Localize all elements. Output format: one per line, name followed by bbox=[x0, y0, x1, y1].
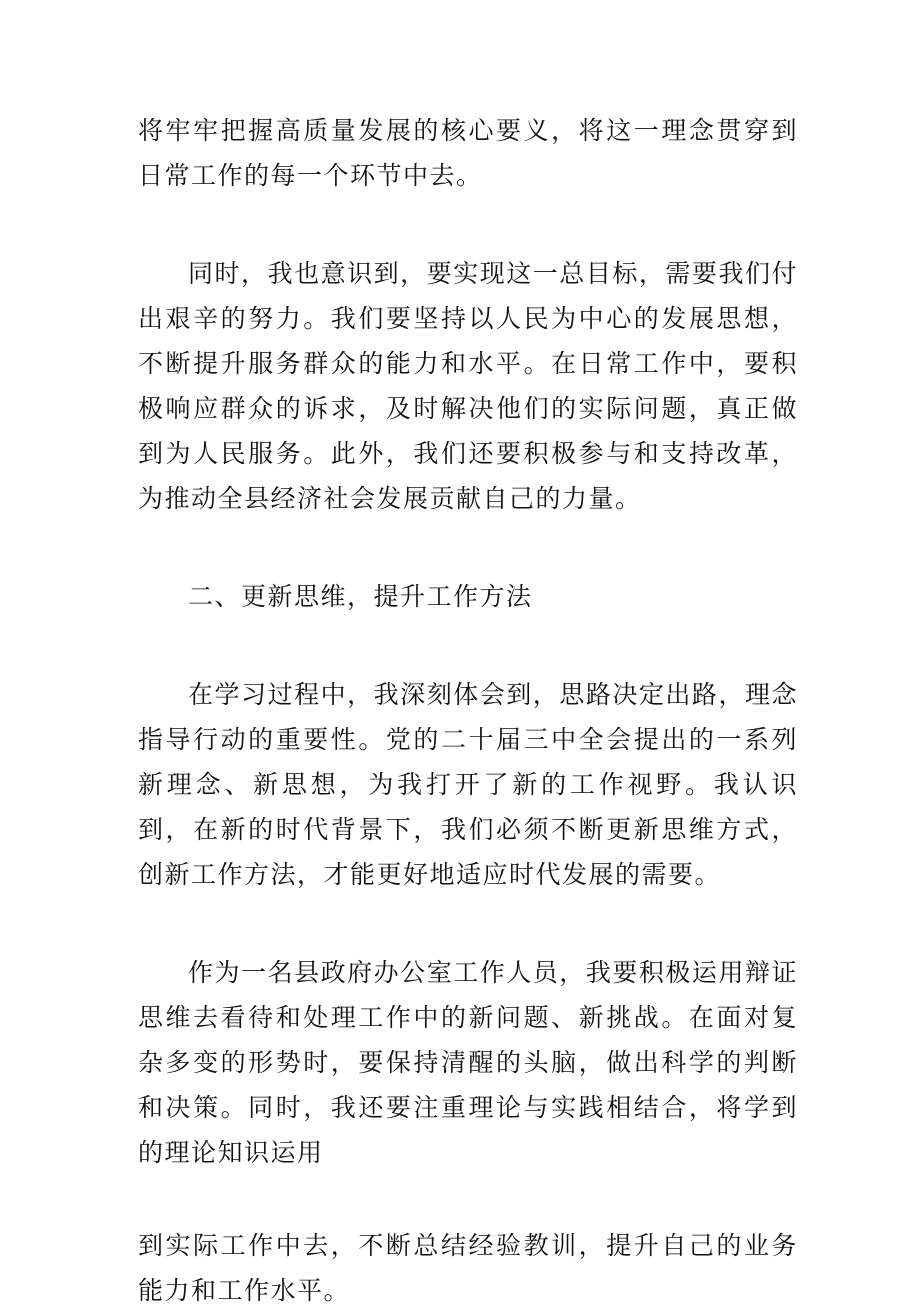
paragraph-role: 作为一名县政府办公室工作人员，我要积极运用辩证思维去看待和处理工作中的新问题、新挑战。在面对复杂多变的形势时，要保持清醒的头脑，做出科学的判断和决策。同时，我还要注重理论与实践相结合，将学到的理论知识运用 bbox=[138, 958, 798, 1167]
paragraph-closing: 到实际工作中去，不断总结经验教训，提升自己的业务能力和工作水平。 bbox=[138, 1231, 798, 1305]
paragraph-service: 同时，我也意识到，要实现这一总目标，需要我们付出艰辛的努力。我们要坚持以人民为中心的发展思想，不断提升服务群众的能力和水平。在日常工作中，要积极响应群众的诉求，及时解决他们的实际问题，真正做到为人民服务。此外，我们还要积极参与和支持改革，为推动全县经济社会发展贡献自己的力量。 bbox=[138, 259, 798, 513]
section-heading: 二、更新思维，提升工作方法 bbox=[188, 582, 533, 611]
document-body bbox=[138, 108, 798, 1313]
paragraph-thinking: 在学习过程中，我深刻体会到，思路决定出路，理念指导行动的重要性。党的二十届三中全会提出的一系列新理念、新思想，为我打开了新的工作视野。我认识到，在新的时代背景下，我们必须不断更新思维方式，创新工作方法，才能更好地适应时代发展的需要。 bbox=[138, 680, 798, 889]
paragraph-continuation: 将牢牢把握高质量发展的核心要义，将这一理念贯穿到日常工作的每一个环节中去。 bbox=[138, 116, 798, 190]
